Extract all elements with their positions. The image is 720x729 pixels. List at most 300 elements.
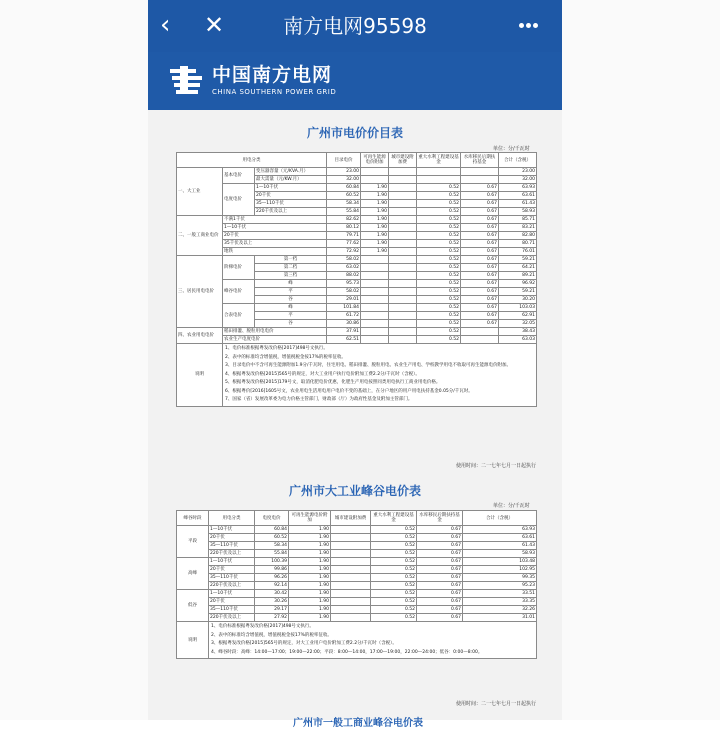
value-cell: 33.35 bbox=[463, 598, 537, 606]
table1-footer: 使用时间：二一七年七月一日起执行 bbox=[456, 463, 537, 469]
table-row bbox=[177, 566, 537, 574]
table-row bbox=[177, 232, 537, 240]
table-row bbox=[177, 542, 537, 550]
value-cell: 59.21 bbox=[499, 256, 537, 264]
value-cell bbox=[331, 534, 371, 542]
value-cell: 80.71 bbox=[499, 240, 537, 248]
value-cell bbox=[389, 176, 417, 184]
table2-unit: 单位：分/千瓦时 bbox=[493, 503, 530, 509]
table-row bbox=[177, 336, 537, 344]
value-cell: 0.67 bbox=[461, 320, 499, 328]
next-table-title: 广州市一般工商业峰谷电价表 bbox=[293, 718, 423, 729]
table-row bbox=[177, 582, 537, 590]
value-cell bbox=[389, 208, 417, 216]
value-cell: 1.90 bbox=[289, 534, 331, 542]
value-cell: 0.52 bbox=[417, 200, 461, 208]
value-cell: 0.67 bbox=[417, 558, 463, 566]
column-header: 重大水利工程建设基金 bbox=[417, 153, 461, 168]
value-cell: 0.67 bbox=[417, 590, 463, 598]
value-cell: 0.52 bbox=[417, 184, 461, 192]
value-cell: 0.52 bbox=[417, 256, 461, 264]
phone-screen bbox=[148, 0, 562, 729]
value-cell: 0.52 bbox=[371, 534, 417, 542]
logo-text-en: CHINA SOUTHERN POWER GRID bbox=[212, 88, 337, 96]
value-cell bbox=[361, 288, 389, 296]
table-row bbox=[177, 280, 537, 288]
value-cell: 1.90 bbox=[361, 232, 389, 240]
value-cell: 0.52 bbox=[417, 232, 461, 240]
value-cell bbox=[389, 280, 417, 288]
level-cell: 地铁 bbox=[223, 248, 327, 256]
value-cell: 0.67 bbox=[417, 574, 463, 582]
value-cell: 80.12 bbox=[327, 224, 361, 232]
note-line: 6、根据粤价[2016]1605号文，农业用电生活用电用户电价不变的基础上，在分户地区的用户用电扶持基金0.05分/千瓦时。 bbox=[225, 388, 473, 394]
level-cell: 35—110千伏 bbox=[255, 200, 327, 208]
column-header: 水库移民后期扶持基金 bbox=[417, 511, 463, 526]
value-cell bbox=[389, 304, 417, 312]
note-line: 1、电价标准根据粤发改价格[2017]498号文执行。 bbox=[225, 346, 328, 351]
value-cell: 0.52 bbox=[371, 566, 417, 574]
level-cell: 1—10千伏 bbox=[209, 526, 255, 534]
table-row bbox=[177, 304, 537, 312]
value-cell: 38.43 bbox=[499, 328, 537, 336]
level-cell: 20千伏 bbox=[223, 232, 327, 240]
value-cell: 0.67 bbox=[461, 200, 499, 208]
table-row bbox=[177, 248, 537, 256]
level-cell: 平 bbox=[255, 312, 327, 320]
value-cell: 0.52 bbox=[371, 574, 417, 582]
value-cell: 0.67 bbox=[417, 542, 463, 550]
value-cell: 1.90 bbox=[289, 558, 331, 566]
table-row bbox=[177, 550, 537, 558]
value-cell: 62.51 bbox=[327, 336, 361, 344]
value-cell: 0.52 bbox=[417, 208, 461, 216]
value-cell: 0.52 bbox=[371, 582, 417, 590]
level-cell: 20千伏 bbox=[209, 566, 255, 574]
note-line: 3、根据粤发改价格[2015]565号的规定，对大工业用户电价附加工费2.2分/千瓦时（含税）。 bbox=[211, 641, 397, 646]
level-cell: 峰 bbox=[255, 304, 327, 312]
value-cell bbox=[389, 232, 417, 240]
value-cell bbox=[461, 168, 499, 176]
value-cell: 88.02 bbox=[327, 272, 361, 280]
table-row bbox=[177, 256, 537, 264]
value-cell: 58.34 bbox=[255, 542, 289, 550]
value-cell: 0.52 bbox=[417, 248, 461, 256]
value-cell: 61.43 bbox=[463, 542, 537, 550]
top-nav-bar bbox=[148, 0, 562, 52]
notes-label: 说明 bbox=[177, 622, 209, 659]
value-cell: 0.67 bbox=[461, 296, 499, 304]
table-header-row bbox=[177, 511, 537, 526]
value-cell: 60.52 bbox=[255, 534, 289, 542]
column-header: 电度电价 bbox=[255, 511, 289, 526]
value-cell bbox=[361, 320, 389, 328]
value-cell bbox=[389, 240, 417, 248]
logo-text-cn: 中国南方电网 bbox=[212, 64, 333, 86]
value-cell bbox=[331, 574, 371, 582]
value-cell: 63.61 bbox=[463, 534, 537, 542]
value-cell: 63.02 bbox=[327, 264, 361, 272]
value-cell: 0.67 bbox=[461, 304, 499, 312]
value-cell: 63.93 bbox=[463, 526, 537, 534]
value-cell: 0.52 bbox=[371, 526, 417, 534]
value-cell bbox=[461, 176, 499, 184]
table-row bbox=[177, 224, 537, 232]
column-header: 用电分类 bbox=[177, 153, 327, 168]
table-row bbox=[177, 534, 537, 542]
value-cell: 0.52 bbox=[417, 240, 461, 248]
value-cell: 0.67 bbox=[461, 248, 499, 256]
value-cell: 0.52 bbox=[371, 606, 417, 614]
level-cell: 第一档 bbox=[255, 256, 327, 264]
value-cell bbox=[331, 542, 371, 550]
price-table bbox=[176, 152, 537, 407]
note-line: 5、根据粤发改价格[2015]179号文，取消化肥电价优惠，化肥生产用电按照同类用电执行工商业用电价格。 bbox=[225, 380, 441, 385]
category-cell: 三、居民用电电价 bbox=[177, 256, 223, 328]
column-header: 城市建设附加费 bbox=[331, 511, 371, 526]
value-cell: 1.90 bbox=[289, 614, 331, 622]
more-icon[interactable] bbox=[518, 12, 548, 40]
value-cell: 0.67 bbox=[461, 232, 499, 240]
level-cell: 谷 bbox=[255, 296, 327, 304]
value-cell: 77.62 bbox=[327, 240, 361, 248]
value-cell: 0.67 bbox=[417, 606, 463, 614]
value-cell: 0.52 bbox=[417, 304, 461, 312]
value-cell: 99.86 bbox=[255, 566, 289, 574]
value-cell bbox=[389, 320, 417, 328]
value-cell: 1.90 bbox=[289, 590, 331, 598]
value-cell: 95.73 bbox=[327, 280, 361, 288]
level-cell: 1—10千伏 bbox=[209, 558, 255, 566]
column-header: 可再生能源电价附加 bbox=[289, 511, 331, 526]
value-cell bbox=[389, 296, 417, 304]
value-cell: 0.67 bbox=[461, 280, 499, 288]
level-cell: 20千伏 bbox=[255, 192, 327, 200]
value-cell: 32.05 bbox=[499, 320, 537, 328]
value-cell: 0.67 bbox=[417, 614, 463, 622]
notes-cell bbox=[223, 344, 537, 407]
value-cell bbox=[331, 566, 371, 574]
value-cell bbox=[361, 296, 389, 304]
value-cell: 55.84 bbox=[327, 208, 361, 216]
column-header: 城市建设附加费 bbox=[389, 153, 417, 168]
value-cell bbox=[331, 582, 371, 590]
table-row bbox=[177, 328, 537, 336]
value-cell: 0.67 bbox=[417, 598, 463, 606]
value-cell: 0.52 bbox=[417, 216, 461, 224]
value-cell: 76.01 bbox=[499, 248, 537, 256]
value-cell: 0.52 bbox=[371, 614, 417, 622]
level-cell: 最大需量（元/KW.月） bbox=[255, 176, 327, 184]
notes-cell bbox=[209, 622, 537, 659]
value-cell: 0.52 bbox=[417, 272, 461, 280]
value-cell bbox=[461, 328, 499, 336]
value-cell bbox=[331, 606, 371, 614]
notes-row bbox=[177, 622, 537, 659]
level-cell: 第三档 bbox=[255, 272, 327, 280]
value-cell bbox=[389, 312, 417, 320]
value-cell: 32.00 bbox=[327, 176, 361, 184]
value-cell: 0.67 bbox=[461, 272, 499, 280]
value-cell: 89.21 bbox=[499, 272, 537, 280]
level-cell: 平 bbox=[255, 288, 327, 296]
value-cell: 58.02 bbox=[327, 256, 361, 264]
table-row bbox=[177, 590, 537, 598]
value-cell bbox=[389, 328, 417, 336]
value-cell bbox=[361, 264, 389, 272]
value-cell: 0.52 bbox=[417, 280, 461, 288]
note-line: 2、表中的标准均含增值税，增值税税金按17%的税率征收。 bbox=[225, 354, 346, 360]
value-cell: 30.86 bbox=[327, 320, 361, 328]
value-cell bbox=[389, 200, 417, 208]
value-cell bbox=[361, 328, 389, 336]
table-row bbox=[177, 216, 537, 224]
column-header: 合计（含税） bbox=[499, 153, 537, 168]
value-cell: 0.67 bbox=[461, 208, 499, 216]
value-cell: 0.52 bbox=[417, 336, 461, 344]
category-cell: 四、农业用电电价 bbox=[177, 328, 223, 344]
value-cell: 0.67 bbox=[461, 192, 499, 200]
column-header: 用电分类 bbox=[209, 511, 255, 526]
level-cell: 220千伏及以上 bbox=[209, 550, 255, 558]
value-cell: 96.92 bbox=[499, 280, 537, 288]
value-cell bbox=[389, 184, 417, 192]
value-cell: 1.90 bbox=[361, 216, 389, 224]
close-icon[interactable]: ✕ bbox=[204, 11, 225, 39]
value-cell: 27.92 bbox=[255, 614, 289, 622]
value-cell: 61.43 bbox=[499, 200, 537, 208]
value-cell: 0.67 bbox=[417, 582, 463, 590]
level-cell: 稻田排灌、脱粒用电电价 bbox=[223, 328, 327, 336]
value-cell: 0.52 bbox=[417, 192, 461, 200]
value-cell: 33.51 bbox=[463, 590, 537, 598]
value-cell: 30.26 bbox=[255, 598, 289, 606]
value-cell: 0.67 bbox=[461, 312, 499, 320]
table-row bbox=[177, 598, 537, 606]
value-cell: 0.67 bbox=[417, 550, 463, 558]
value-cell: 0.52 bbox=[371, 590, 417, 598]
level-cell: 35—110千伏 bbox=[209, 574, 255, 582]
value-cell bbox=[389, 288, 417, 296]
value-cell bbox=[461, 336, 499, 344]
value-cell: 1.90 bbox=[289, 550, 331, 558]
period-cell: 高峰 bbox=[177, 558, 209, 590]
table1-unit: 单位：分/千瓦时 bbox=[493, 146, 530, 152]
note-line: 1、电价标准根据粤发改价格[2017]498号文执行。 bbox=[211, 624, 314, 629]
value-cell bbox=[389, 192, 417, 200]
value-cell bbox=[361, 256, 389, 264]
back-icon[interactable]: ‹ bbox=[160, 10, 171, 40]
table-row bbox=[177, 168, 537, 176]
note-line: 7、国家（省）发展改革委为电力价格主管部门，财政部（厅）为政府性基金及附加主管部门。 bbox=[225, 397, 413, 402]
table1-title: 广州市电价价目表 bbox=[306, 126, 403, 140]
value-cell: 72.92 bbox=[327, 248, 361, 256]
value-cell bbox=[361, 272, 389, 280]
value-cell bbox=[361, 168, 389, 176]
value-cell bbox=[417, 168, 461, 176]
value-cell: 1.90 bbox=[289, 582, 331, 590]
value-cell bbox=[389, 272, 417, 280]
value-cell: 32.00 bbox=[499, 176, 537, 184]
table-row bbox=[177, 614, 537, 622]
column-header: 重大水利工程建设基金 bbox=[371, 511, 417, 526]
value-cell: 23.00 bbox=[327, 168, 361, 176]
notes-row bbox=[177, 344, 537, 407]
value-cell: 59.21 bbox=[499, 288, 537, 296]
csg-logo-icon bbox=[170, 66, 204, 94]
value-cell bbox=[331, 550, 371, 558]
note-line: 2、表中的标准均含增值税，增值税税金按17%的税率征收。 bbox=[211, 632, 332, 638]
subcategory-cell: 阶梯电价 bbox=[223, 256, 255, 280]
value-cell: 0.67 bbox=[417, 526, 463, 534]
value-cell: 60.84 bbox=[255, 526, 289, 534]
value-cell bbox=[417, 176, 461, 184]
table-row bbox=[177, 606, 537, 614]
value-cell: 103.48 bbox=[463, 558, 537, 566]
value-cell: 0.67 bbox=[417, 566, 463, 574]
level-cell: 20千伏 bbox=[209, 534, 255, 542]
value-cell: 31.01 bbox=[463, 614, 537, 622]
value-cell bbox=[361, 280, 389, 288]
value-cell: 0.52 bbox=[417, 320, 461, 328]
value-cell: 83.21 bbox=[499, 224, 537, 232]
value-cell: 32.26 bbox=[463, 606, 537, 614]
value-cell: 0.67 bbox=[461, 224, 499, 232]
value-cell: 103.03 bbox=[499, 304, 537, 312]
value-cell: 1.90 bbox=[289, 606, 331, 614]
table-header-row bbox=[177, 153, 537, 168]
category-cell: 二、一般工商业电价 bbox=[177, 216, 223, 256]
value-cell: 1.90 bbox=[289, 598, 331, 606]
column-header: 可再生能源电价附加 bbox=[361, 153, 389, 168]
value-cell: 0.52 bbox=[417, 264, 461, 272]
value-cell: 100.39 bbox=[255, 558, 289, 566]
value-cell bbox=[361, 304, 389, 312]
value-cell: 96.26 bbox=[255, 574, 289, 582]
note-line: 4、根据粤发改价格[2015]565号的规定，对大工业用户执行电价附加工费2.2分/千瓦时（含税）。 bbox=[225, 371, 420, 377]
level-cell: 第二档 bbox=[255, 264, 327, 272]
level-cell: 农业生产电度电价 bbox=[223, 336, 327, 344]
value-cell: 1.90 bbox=[289, 574, 331, 582]
value-cell: 29.01 bbox=[327, 296, 361, 304]
value-cell: 23.00 bbox=[499, 168, 537, 176]
value-cell: 0.67 bbox=[417, 534, 463, 542]
value-cell: 30.42 bbox=[255, 590, 289, 598]
notes-label: 说明 bbox=[177, 344, 223, 407]
value-cell: 29.17 bbox=[255, 606, 289, 614]
value-cell: 0.52 bbox=[371, 598, 417, 606]
brand-banner bbox=[148, 52, 562, 110]
value-cell: 99.35 bbox=[463, 574, 537, 582]
value-cell bbox=[389, 336, 417, 344]
table-row bbox=[177, 184, 537, 192]
note-line: 3、目录电价中不含可再生能源附加1.9分/千瓦时，住宅用电、稻田排灌、脱粒用电、农业生产用电、学校教学用电不收取可再生能源电价附加。 bbox=[225, 363, 512, 368]
value-cell bbox=[389, 248, 417, 256]
value-cell: 0.52 bbox=[417, 288, 461, 296]
value-cell: 0.52 bbox=[371, 550, 417, 558]
column-header: 峰谷时段 bbox=[177, 511, 209, 526]
value-cell: 92.14 bbox=[255, 582, 289, 590]
value-cell: 0.52 bbox=[417, 224, 461, 232]
level-cell: 35千伏及以上 bbox=[223, 240, 327, 248]
value-cell bbox=[389, 168, 417, 176]
value-cell bbox=[389, 256, 417, 264]
value-cell: 58.02 bbox=[327, 288, 361, 296]
value-cell: 101.84 bbox=[327, 304, 361, 312]
column-header: 合计（含税） bbox=[463, 511, 537, 526]
value-cell: 0.67 bbox=[461, 184, 499, 192]
value-cell: 0.52 bbox=[417, 312, 461, 320]
level-cell: 220千伏及以上 bbox=[209, 614, 255, 622]
level-cell: 峰 bbox=[255, 280, 327, 288]
level-cell: 谷 bbox=[255, 320, 327, 328]
value-cell: 0.67 bbox=[461, 288, 499, 296]
value-cell: 58.34 bbox=[327, 200, 361, 208]
subcategory-cell: 合表电价 bbox=[223, 304, 255, 328]
table-row bbox=[177, 240, 537, 248]
value-cell: 0.67 bbox=[461, 264, 499, 272]
value-cell: 79.71 bbox=[327, 232, 361, 240]
value-cell: 62.91 bbox=[499, 312, 537, 320]
value-cell bbox=[331, 614, 371, 622]
value-cell: 1.90 bbox=[289, 542, 331, 550]
level-cell: 20千伏 bbox=[209, 598, 255, 606]
value-cell: 0.67 bbox=[461, 256, 499, 264]
value-cell: 60.52 bbox=[327, 192, 361, 200]
value-cell bbox=[331, 590, 371, 598]
subcategory-cell: 电度电价 bbox=[223, 184, 255, 216]
subcategory-cell: 峰谷电价 bbox=[223, 280, 255, 304]
table2-footer: 使用时间：二一七年七月一日起执行 bbox=[456, 701, 537, 707]
value-cell: 0.52 bbox=[417, 328, 461, 336]
value-cell: 1.90 bbox=[361, 184, 389, 192]
table2-title: 广州市大工业峰谷电价表 bbox=[288, 484, 421, 498]
value-cell: 64.21 bbox=[499, 264, 537, 272]
value-cell: 0.52 bbox=[417, 296, 461, 304]
value-cell: 63.61 bbox=[499, 192, 537, 200]
category-cell: 一、大工业 bbox=[177, 168, 223, 216]
value-cell: 95.23 bbox=[463, 582, 537, 590]
value-cell: 1.90 bbox=[289, 566, 331, 574]
value-cell bbox=[389, 216, 417, 224]
level-cell: 35—110千伏 bbox=[209, 606, 255, 614]
level-cell: 1—10千伏 bbox=[255, 184, 327, 192]
value-cell: 0.67 bbox=[461, 216, 499, 224]
value-cell: 102.95 bbox=[463, 566, 537, 574]
value-cell: 0.52 bbox=[371, 558, 417, 566]
table-row bbox=[177, 574, 537, 582]
value-cell bbox=[361, 312, 389, 320]
value-cell bbox=[331, 558, 371, 566]
note-line: 4、峰谷时段：高峰：14:00—17:00；19:00—22:00；平段：8:00—14:00，17:00—19:00，22:00—24:00；低谷：0:00—8:00。 bbox=[211, 649, 483, 655]
value-cell: 55.84 bbox=[255, 550, 289, 558]
level-cell: 220千伏及以上 bbox=[255, 208, 327, 216]
peak-valley-table bbox=[176, 510, 537, 659]
period-cell: 低谷 bbox=[177, 590, 209, 622]
value-cell: 1.90 bbox=[361, 200, 389, 208]
value-cell bbox=[389, 224, 417, 232]
value-cell: 58.93 bbox=[463, 550, 537, 558]
value-cell: 60.84 bbox=[327, 184, 361, 192]
level-cell: 1—10千伏 bbox=[223, 224, 327, 232]
value-cell: 63.03 bbox=[499, 336, 537, 344]
value-cell: 82.80 bbox=[499, 232, 537, 240]
value-cell bbox=[331, 526, 371, 534]
value-cell: 0.52 bbox=[371, 542, 417, 550]
page-title: 南方电网95598 bbox=[283, 14, 427, 38]
value-cell: 58.93 bbox=[499, 208, 537, 216]
value-cell bbox=[389, 264, 417, 272]
